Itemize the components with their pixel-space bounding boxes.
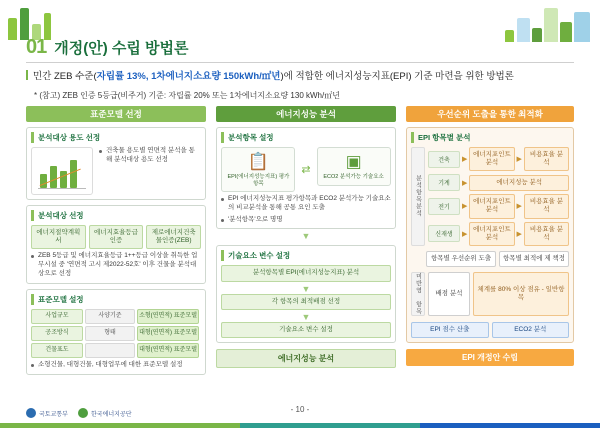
kea-mark-icon [78,408,88,418]
chain-1-step-1: 에너지포인트 분석 [469,147,514,171]
column-optimization [406,106,574,366]
panel-tech-variables [216,245,396,342]
score-analysis-box: 배점 분석 [428,272,470,316]
section-number: 01 [26,36,47,58]
bullet-target: ZEB 5등급 및 에너지효율등급 1++등급 이상을 취득한 업무시설 중 '연면적 고시 제2022-52호' 이후 건물을 분석대상으로 선정 [31,252,201,278]
exchange-arrow-icon: ⇄ [301,164,311,177]
logo-kea [78,408,132,418]
std-r1c3: 대형(연면적) 표준모델 [137,326,199,341]
category-renewable: 신재생 [428,225,460,242]
lead-sentence [26,70,578,84]
bullet-standard: 소형건물, 대형건물, 대형업무에 대한 표준모델 설정 [31,361,201,370]
eco2-icon-card [317,147,391,186]
std-r2c1: 건물표도 [31,343,83,358]
chain-1-step-2: 비용효율 분석 [524,147,569,171]
column2-footer: 에너지성능 분석 [216,349,396,368]
lead-highlight: 자립률 13%, 1차에너지소요량 150kWh/㎡년 [96,71,281,82]
std-r1c2: 형태 [85,326,135,341]
chevron-right-icon: ▶ [462,156,468,164]
lead-marker [26,70,28,80]
page-number: - 10 - [290,405,310,414]
tech-step-2: 각 항목의 최적배점 선정 [221,294,391,310]
std-h1: 사업규모 [31,309,83,324]
chain-4-step-2: 비용효율 분석 [524,222,569,246]
logo-molit [26,408,68,418]
chain-2-step-1: 에너지성능 분석 [469,175,569,191]
page-title [26,36,189,59]
panel-epi-item-analysis [406,127,574,343]
std-r1c1: 공조방식 [31,326,83,341]
decorative-skyline-right [390,0,600,42]
column1-header: 표준모델 선정 [26,106,206,122]
lead-part2: )에 적합한 에너지성능지표(EPI) 기준 마련을 위한 방법론 [280,71,514,82]
std-r2c2 [85,343,135,358]
tech-step-1: 분석항목별 EPI(에너지성능지표) 분석 [221,265,391,281]
bottom-accent-bar [0,423,600,428]
lead-part1: 민간 ZEB 수준( [33,71,97,82]
column-standard-model [26,106,206,375]
document-checklist-icon: 📋 [247,152,269,171]
panel-title-target: 분석대상 선정 [31,210,201,221]
std-h2: 사양기준 [85,309,135,324]
chevron-right-icon-g: ▶ [516,230,522,238]
chevron-right-icon-e: ▶ [516,203,522,211]
panel-title-analysis-items: 분석항목 설정 [221,132,391,143]
chain-row-3 [428,194,569,218]
chain-row-1 [428,147,569,171]
mid-box-optimal: 항목별 최적에 제 책정 [499,251,569,267]
bullet-analysis-2: '분석항목'으로 명명 [221,216,391,225]
panel-usage-selection [26,127,206,200]
chevron-right-icon-f: ▶ [462,230,468,238]
chain-3-step-1: 에너지포인트 분석 [469,194,514,218]
target-box-2: 에너지효율등급인증 [89,225,144,249]
footer-logos [26,408,132,418]
panel-standard-model [26,289,206,375]
column2-header: 에너지성능 분석 [216,106,396,122]
chevron-down-icon-3: ▼ [301,311,311,322]
chevron-right-icon-b: ▶ [516,156,522,164]
panel-target-selection [26,205,206,284]
chain-3-step-2: 비용효율 분석 [524,194,569,218]
chevron-right-icon-c: ▶ [462,179,468,187]
chevron-right-icon-d: ▶ [462,203,468,211]
chain-4-step-1: 에너지포인트 분석 [469,222,514,246]
chain-row-2 [428,174,569,191]
result-epi-score: EPI 점수 산출 [411,322,489,338]
decorative-bars-left [0,0,120,40]
column3-header: 우선순위 도출을 통한 최적화 [406,106,574,122]
result-eco2: ECO2 분석 [492,322,570,338]
lead-subnote: * (참고) ZEB 인증 5등급(비주거) 기준: 자립률 20% 또는 1차에너지소요량 130 kWh/㎡년 [34,91,340,100]
panel-title-tech-variables: 기술요소 변수 설정 [221,250,391,261]
side-label-analysis: 분석항목분석 [411,147,425,246]
side-label-unreflected: 미반영 항목 [411,272,425,316]
chain-row-4 [428,222,569,246]
panel-analysis-items [216,127,396,229]
target-box-1: 에너지절약계획서 [31,225,86,249]
panel-title-epi-analysis: EPI 항목별 분석 [411,132,569,143]
molit-mark-icon [26,408,36,418]
logo-kea-label: 한국에너지공단 [90,411,132,418]
category-electrical: 전기 [428,198,460,215]
std-h3: 소형(연면적) 표준모델 [137,309,199,324]
column-energy-analysis [216,106,396,368]
bullet-usage: 건축물 용도별 연면적 분석을 통해 분석대상 용도 선정 [99,147,201,165]
general-item-box: 체계를 80% 이상 점유 - 일반항목 [473,272,569,316]
chevron-down-icon: ▼ [301,231,311,242]
section-title: 개정(안) 수립 방법론 [54,40,189,57]
std-r2c3: 대형(연면적) 표준모델 [137,343,199,358]
cube-network-icon: ▣ [345,152,362,171]
category-mechanical: 기계 [428,174,460,191]
panel-title-usage: 분석대상 용도 선정 [31,132,201,143]
header-divider [26,62,574,63]
column3-footer: EPI 개정안 수립 [406,349,574,366]
tech-step-3: 기술요소 변수 설정 [221,322,391,338]
bar-chart-icon [31,147,93,195]
mid-box-priority: 항목별 우선순위 도출 [426,251,496,267]
chevron-down-icon-2: ▼ [301,283,311,294]
epi-icon-caption: EPI(에너지성능지표) 평가항목 [227,174,290,187]
target-box-3: 제로에너지건축물인증(ZEB) [146,225,201,249]
category-building: 건축 [428,151,460,168]
logo-molit-label: 국토교통부 [39,411,68,418]
epi-icon-card [221,147,295,192]
panel-title-standard: 표준모델 설정 [31,294,201,305]
eco2-icon-caption: ECO2 분석가능 기술요소 [323,174,384,180]
bullet-analysis-1: EPI 에너지성능지표 평가항목과 ECO2 분석가능 기술요소의 비교분석을 통해 공통 요인 도출 [221,195,391,213]
